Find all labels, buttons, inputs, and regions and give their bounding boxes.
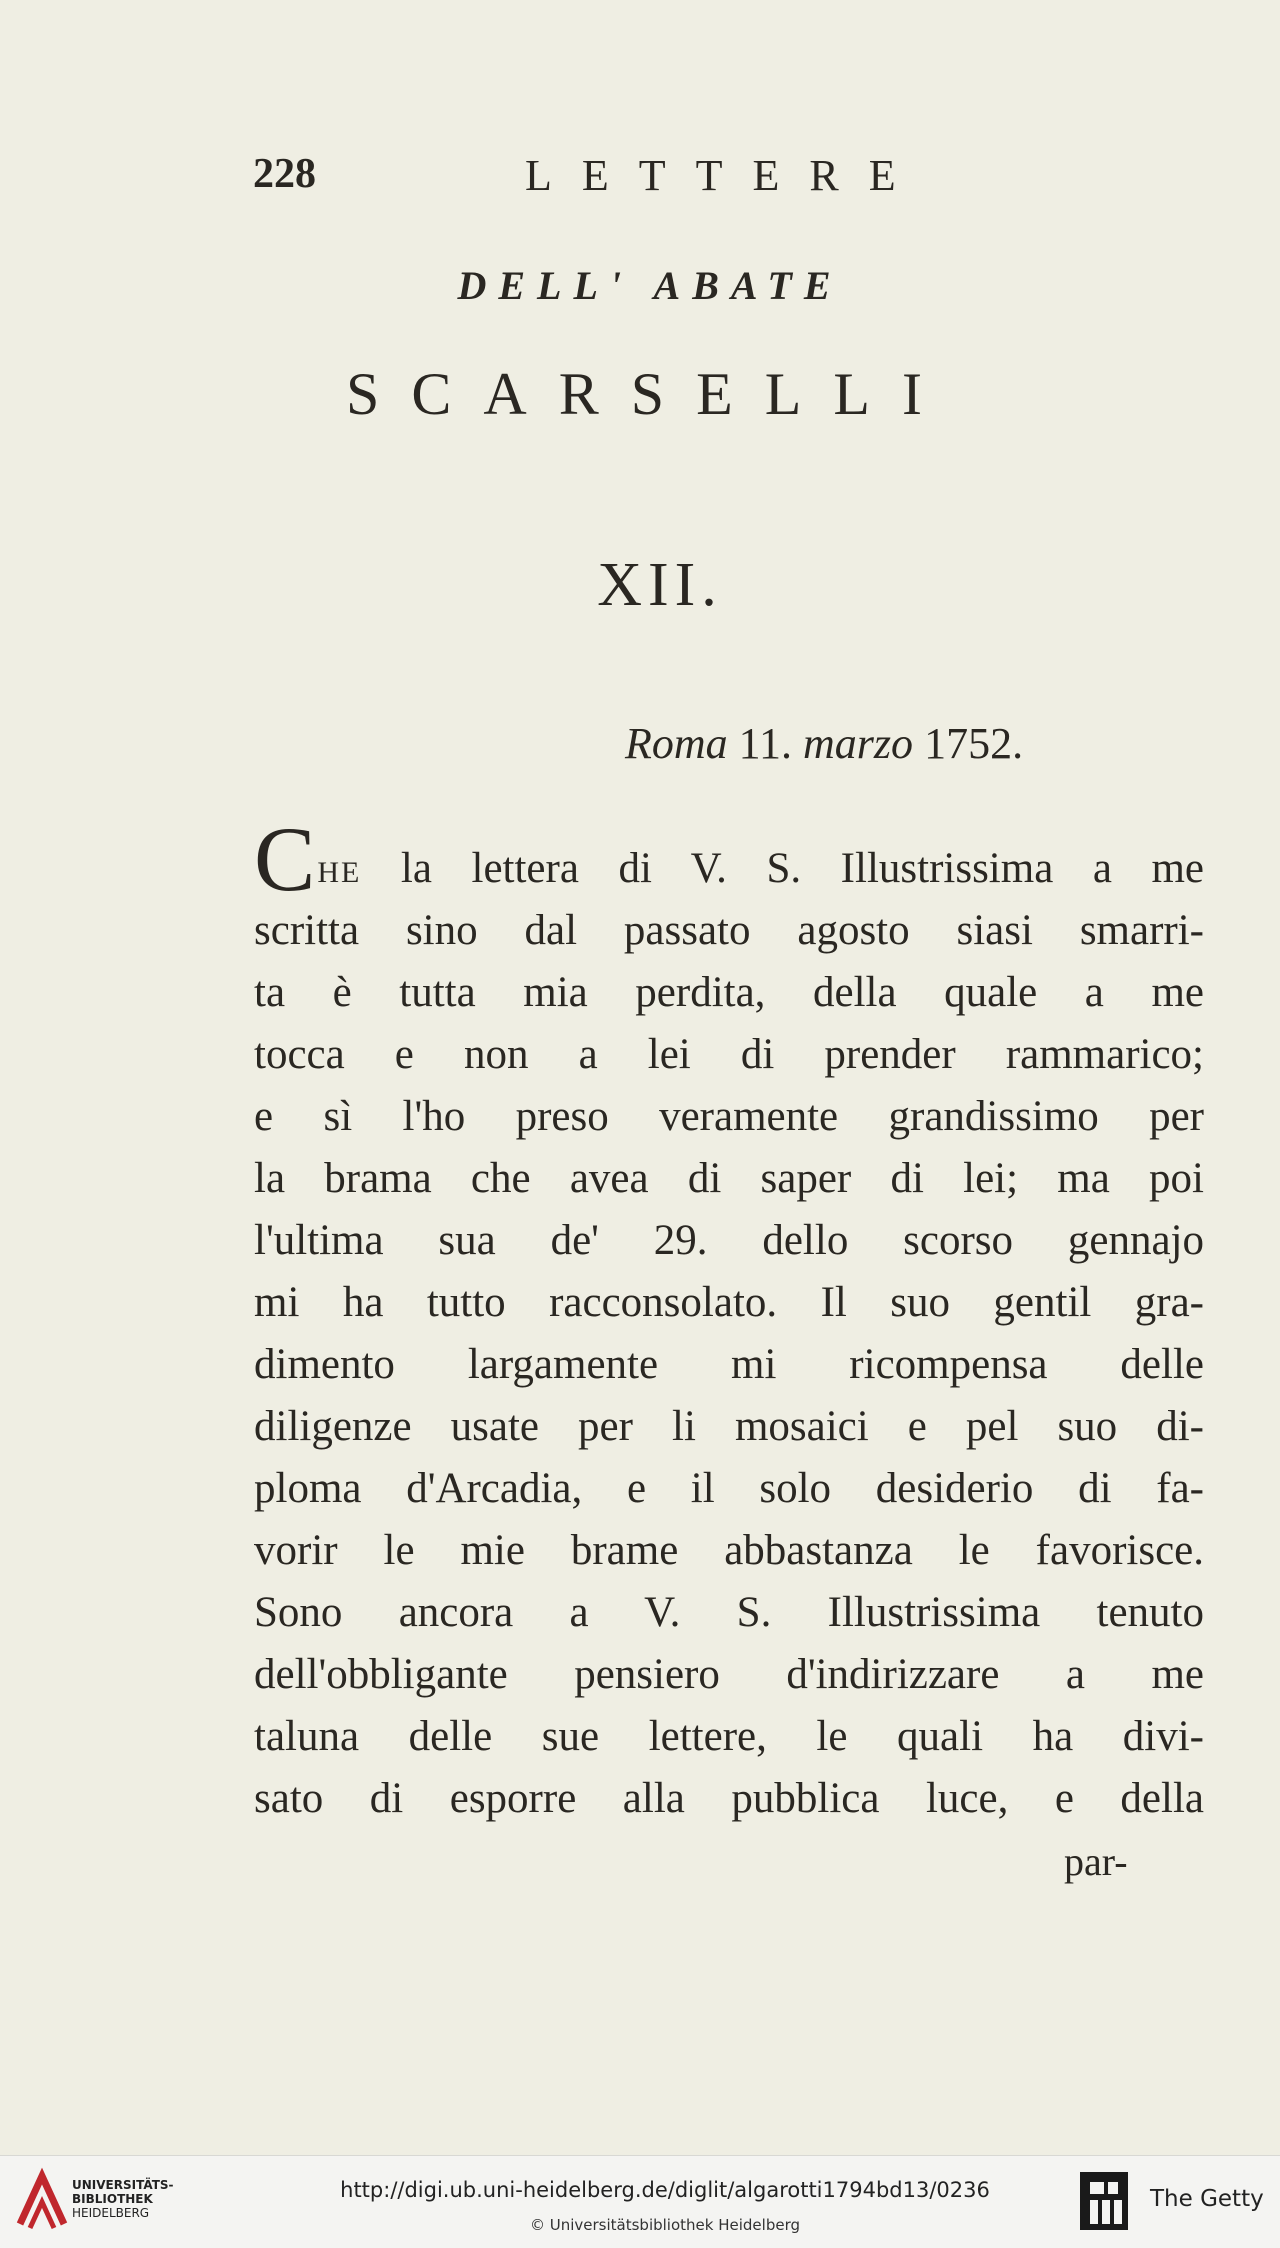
body-line: vorir le mie brame abbastanza le favorisce. — [254, 1527, 1204, 1574]
viewer-footer — [0, 2155, 1280, 2248]
letter-subtitle: DELL' ABATE — [457, 263, 843, 308]
getty-logo-icon[interactable] — [1076, 2170, 1132, 2236]
body-line-text: la lettera di V. S. Illustrissima a me — [361, 845, 1204, 892]
permalink-url[interactable]: http://digi.ub.uni-heidelberg.de/diglit/algarotti1794bd13/0236 — [340, 2178, 990, 2202]
catchword: par- — [1064, 1839, 1128, 1884]
body-line — [254, 808, 1204, 910]
body-line: scritta sino dal passato agosto siasi smarri- — [254, 907, 1204, 954]
body-line: Sono ancora a V. S. Illustrissima tenuto — [254, 1589, 1204, 1636]
body-line: dimento largamente mi ricompensa delle — [254, 1341, 1204, 1388]
letter-body — [254, 808, 1204, 1830]
letter-number: XII. — [597, 551, 723, 619]
dateline-place: Roma — [625, 719, 728, 768]
drop-cap: C — [254, 808, 316, 910]
dateline-year: 1752. — [924, 719, 1024, 768]
body-line: tocca e non a lei di prender rammarico; — [254, 1031, 1204, 1078]
dateline — [625, 718, 1023, 769]
running-head: LETTERE — [525, 151, 926, 200]
body-line: e sì l'ho preso veramente grandissimo per — [254, 1093, 1204, 1140]
body-line: sato di esporre alla pubblica luce, e della — [254, 1775, 1204, 1822]
dateline-month: marzo — [803, 719, 914, 768]
body-line: mi ha tutto racconsolato. Il suo gentil gra- — [254, 1279, 1204, 1326]
body-line: ploma d'Arcadia, e il solo desiderio di fa- — [254, 1465, 1204, 1512]
dateline-day: 11. — [738, 719, 793, 768]
page-number: 228 — [253, 151, 316, 197]
body-line: taluna delle sue lettere, le quali ha divi- — [254, 1713, 1204, 1760]
body-line: ta è tutta mia perdita, della quale a me — [254, 969, 1204, 1016]
letter-author-title: SCARSELLI — [345, 361, 955, 427]
body-line: l'ultima sua de' 29. dello scorso gennajo — [254, 1217, 1204, 1264]
body-line: la brama che avea di saper di lei; ma poi — [254, 1155, 1204, 1202]
copyright-notice: © Universitätsbibliothek Heidelberg — [529, 2216, 800, 2234]
page-header — [253, 150, 953, 210]
body-line: dell'obbligante pensiero d'indirizzare a me — [254, 1651, 1204, 1698]
partner-name: The Getty — [1150, 2186, 1264, 2212]
drop-cap-smallcaps: HE — [317, 856, 362, 889]
library-name: UNIVERSITÄTS- BIBLIOTHEK HEIDELBERG — [72, 2178, 174, 2220]
body-line: diligenze usate per li mosaici e pel suo di- — [254, 1403, 1204, 1450]
